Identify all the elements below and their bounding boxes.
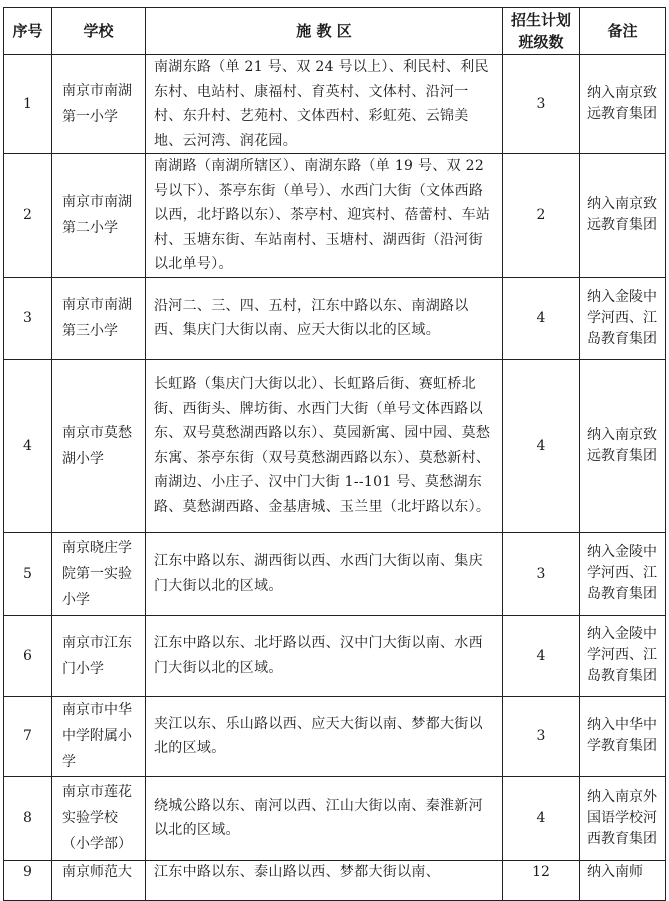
row-index: 8	[4, 776, 52, 860]
header-school: 学校	[52, 8, 146, 55]
row-school: 南京市莲花实验学校（小学部）	[52, 776, 146, 860]
row-school: 南京市南湖第三小学	[52, 277, 146, 359]
row-note: 纳入中华中学教育集团	[580, 696, 666, 776]
row-index: 7	[4, 696, 52, 776]
row-school: 南京市南湖第二小学	[52, 154, 146, 278]
header-note: 备注	[580, 8, 666, 55]
row-school: 南京市莫愁湖小学	[52, 359, 146, 532]
row-note: 纳入金陵中学河西、江岛教育集团	[580, 532, 666, 615]
row-district: 南湖东路（单 21 号、双 24 号以上）、利民村、利民东村、电站村、康福村、育英村、文体村、沿河一村、东升村、艺苑村、文体西村、彩虹苑、云锦美地、云河湾、润花园。	[146, 55, 503, 154]
row-classes: 4	[503, 277, 580, 359]
table-row	[4, 154, 666, 278]
row-index: 1	[4, 55, 52, 154]
row-district: 江东中路以东、泰山路以西、梦都大街以南、	[146, 860, 503, 900]
row-classes: 12	[503, 860, 580, 900]
row-index: 9	[4, 860, 52, 900]
row-school: 南京市南湖第一小学	[52, 55, 146, 154]
row-school: 南京市江东门小学	[52, 615, 146, 696]
row-district: 长虹路（集庆门大街以北）、长虹路后街、赛虹桥北街、西街头、牌坊街、水西门大街（单号文体西路以东、双号莫愁湖西路以东）、莫园新寓、园中园、莫愁东寓、茶亭东街（双号莫愁湖西路以东）、莫愁新村、南湖边、小庄子、汉中门大街 1--101 号、莫愁湖东路、莫愁湖西路、金基唐城、玉兰里（北圩路以东）。	[146, 359, 503, 532]
row-school: 南京晓庄学院第一实验小学	[52, 532, 146, 615]
header-row	[4, 8, 666, 55]
row-district: 江东中路以东、湖西街以西、水西门大街以南、集庆门大街以北的区域。	[146, 532, 503, 615]
row-note: 纳入南京致远教育集团	[580, 55, 666, 154]
row-note: 纳入南京致远教育集团	[580, 359, 666, 532]
row-index: 2	[4, 154, 52, 278]
table-row	[4, 860, 666, 900]
row-index: 6	[4, 615, 52, 696]
row-note: 纳入金陵中学河西、江岛教育集团	[580, 615, 666, 696]
header-district: 施 教 区	[146, 8, 503, 55]
row-index: 5	[4, 532, 52, 615]
table-row	[4, 359, 666, 532]
table-row	[4, 615, 666, 696]
row-classes: 4	[503, 359, 580, 532]
row-note: 纳入南京致远教育集团	[580, 154, 666, 278]
row-school: 南京市中华中学附属小学	[52, 696, 146, 776]
row-district: 沿河二、三、四、五村，江东中路以东、南湖路以西、集庆门大街以南、应天大街以北的区域。	[146, 277, 503, 359]
row-index: 3	[4, 277, 52, 359]
header-classes	[503, 8, 580, 55]
row-classes: 3	[503, 696, 580, 776]
table-row	[4, 532, 666, 615]
row-district: 江东中路以东、北圩路以西、汉中门大街以南、水西门大街以北的区域。	[146, 615, 503, 696]
header-classes-line2: 班级数	[518, 33, 564, 51]
table-row	[4, 776, 666, 860]
row-classes: 3	[503, 532, 580, 615]
row-index: 4	[4, 359, 52, 532]
header-index: 序号	[4, 8, 52, 55]
row-note: 纳入金陵中学河西、江岛教育集团	[580, 277, 666, 359]
row-district: 夹江以东、乐山路以西、应天大街以南、梦都大街以北的区域。	[146, 696, 503, 776]
enrollment-table	[3, 7, 666, 901]
header-classes-line1: 招生计划	[510, 11, 571, 29]
row-district: 绕城公路以东、南河以西、江山大街以南、秦淮新河以北的区域。	[146, 776, 503, 860]
row-school: 南京师范大	[52, 860, 146, 900]
row-classes: 2	[503, 154, 580, 278]
row-district: 南湖路（南湖所辖区）、南湖东路（单 19 号、双 22 号以下）、茶亭东街（单号）、水西门大街（文体西路以西，北圩路以东）、茶亭村、迎宾村、蓓蕾村、车站村、玉塘东街、车站南村、玉塘村、湖西街（沿河街以北单号）。	[146, 154, 503, 278]
table-row	[4, 55, 666, 154]
row-note: 纳入南京外国语学校河西教育集团	[580, 776, 666, 860]
row-classes: 4	[503, 776, 580, 860]
row-classes: 3	[503, 55, 580, 154]
row-note: 纳入南师	[580, 860, 666, 900]
table-row	[4, 696, 666, 776]
row-classes: 4	[503, 615, 580, 696]
table-row	[4, 277, 666, 359]
